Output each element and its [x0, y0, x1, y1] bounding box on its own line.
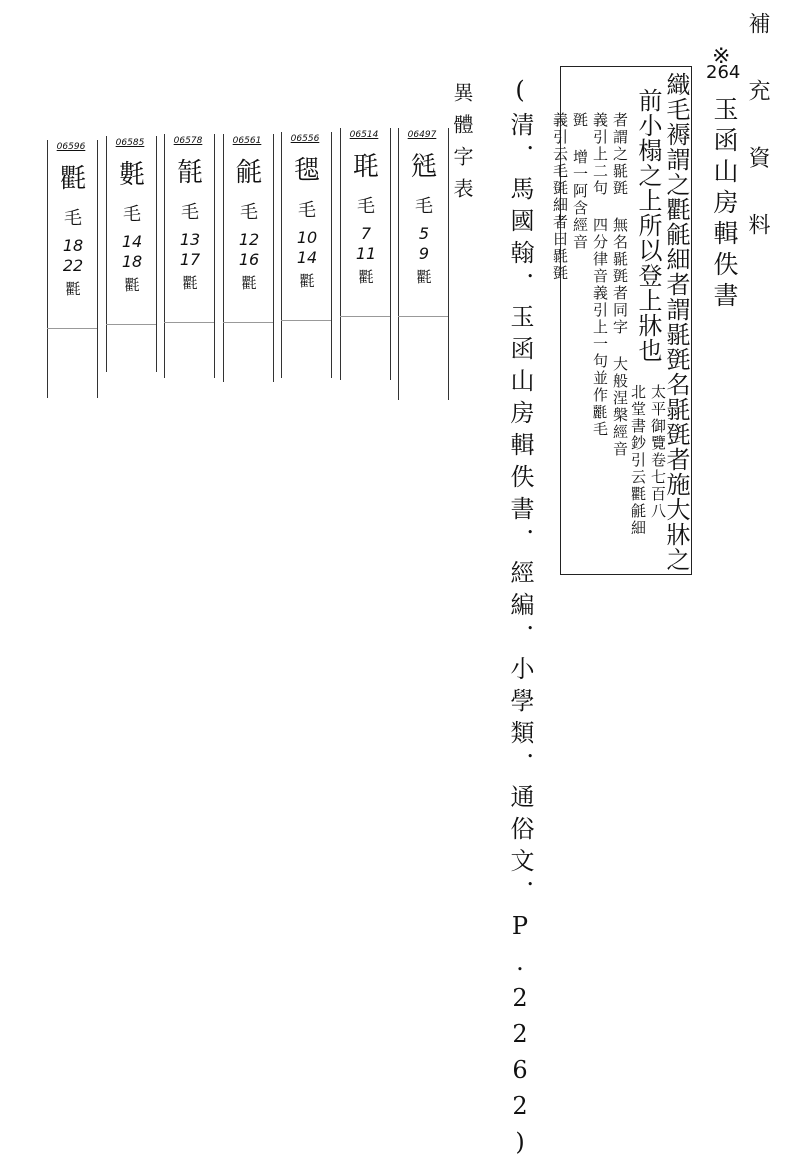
card-separator — [47, 328, 97, 329]
stroke-count-b: 18 — [121, 252, 143, 271]
card-border — [331, 132, 332, 378]
standard-char: 氍 — [241, 274, 257, 292]
variant-table-title: 異體字表 — [450, 82, 474, 210]
stroke-count-a: 5 — [418, 224, 430, 243]
card-border — [340, 128, 341, 380]
card-border — [390, 128, 391, 380]
standard-char: 氍 — [65, 280, 81, 298]
radical: 毛 — [181, 202, 199, 223]
variant-glyph: 毻 — [176, 158, 203, 188]
card-border — [223, 134, 224, 382]
card-separator — [164, 322, 214, 323]
quote-col-4: 義引上二句 四分律音義引上一句並作𣰿毛 — [591, 112, 609, 438]
radical: 毛 — [240, 202, 258, 223]
quote-col-2-note-b: 北堂書鈔引云氍毹細 — [629, 384, 647, 537]
card-border — [47, 140, 48, 398]
stroke-count-b: 9 — [418, 244, 430, 263]
stroke-count-a: 18 — [62, 236, 84, 255]
card-border — [97, 140, 98, 398]
stroke-count-b: 17 — [179, 250, 201, 269]
variant-code: 06596 — [56, 142, 86, 152]
variant-code: 06497 — [407, 130, 437, 140]
citation: (清．馬國翰．玉函山房輯佚書．經編．小學類．通俗文．P.2262) — [506, 76, 534, 1164]
variant-glyph: 氍 — [59, 164, 86, 194]
stroke-count-a: 14 — [121, 232, 143, 251]
quote-col-2-note-a: 太平御覽卷七百八 — [649, 384, 667, 520]
variant-code: 06556 — [290, 134, 320, 144]
supplement-label: 補 充 資 料 — [745, 12, 770, 245]
variant-code: 06585 — [115, 138, 145, 148]
stroke-count-a: 13 — [179, 230, 201, 249]
source-title: 玉函山房輯佚書 — [710, 96, 739, 313]
card-border — [273, 134, 274, 382]
card-border — [106, 136, 107, 372]
card-separator — [223, 322, 273, 323]
card-border — [448, 128, 449, 400]
card-separator — [106, 324, 156, 325]
card-separator — [398, 316, 448, 317]
radical: 毛 — [415, 196, 433, 217]
quote-col-3: 者謂之毾㲪 無名毾㲪者同字 大般涅槃經音 — [611, 112, 629, 458]
radical: 毛 — [123, 204, 141, 225]
quote-col-1: 織毛褥謂之氍毹細者謂毾㲪名毾㲪者施大牀之 — [662, 72, 690, 572]
variant-code: 06514 — [349, 130, 379, 140]
stroke-count-a: 10 — [296, 228, 318, 247]
variant-glyph: 毤 — [410, 152, 437, 182]
stroke-count-a: 12 — [238, 230, 260, 249]
card-separator — [281, 320, 331, 321]
card-border — [281, 132, 282, 378]
card-separator — [340, 316, 390, 317]
standard-char: 氍 — [358, 268, 374, 286]
radical: 毛 — [298, 200, 316, 221]
standard-char: 氍 — [299, 272, 315, 290]
standard-char: 氍 — [182, 274, 198, 292]
entry-number: 264 — [706, 62, 741, 83]
variant-glyph: 毸 — [293, 156, 320, 186]
standard-char: 氍 — [416, 268, 432, 286]
radical: 毛 — [357, 196, 375, 217]
quote-col-5: 㲪 增一阿含經音 — [571, 112, 589, 251]
stroke-count-a: 7 — [360, 224, 372, 243]
stroke-count-b: 11 — [355, 244, 377, 263]
quote-box-top — [560, 66, 692, 67]
card-border — [156, 136, 157, 372]
stroke-count-b: 14 — [296, 248, 318, 267]
variant-code: 06561 — [232, 136, 262, 146]
standard-char: 氍 — [124, 276, 140, 294]
stroke-count-b: 16 — [238, 250, 260, 269]
card-border — [398, 128, 399, 400]
card-border — [164, 134, 165, 378]
card-border — [214, 134, 215, 378]
variant-glyph: 氀 — [118, 160, 145, 190]
quote-col-2: 前小榻之上所以登上牀也 — [634, 88, 662, 363]
variant-glyph: 毦 — [352, 152, 379, 182]
star-mark: ※ — [712, 44, 731, 69]
quote-col-6: 義引云毛㲪細者曰毾㲪 — [551, 112, 569, 282]
variant-glyph: 毹 — [235, 158, 262, 188]
stroke-count-b: 22 — [62, 256, 84, 275]
radical: 毛 — [64, 208, 82, 229]
variant-code: 06578 — [173, 136, 203, 146]
